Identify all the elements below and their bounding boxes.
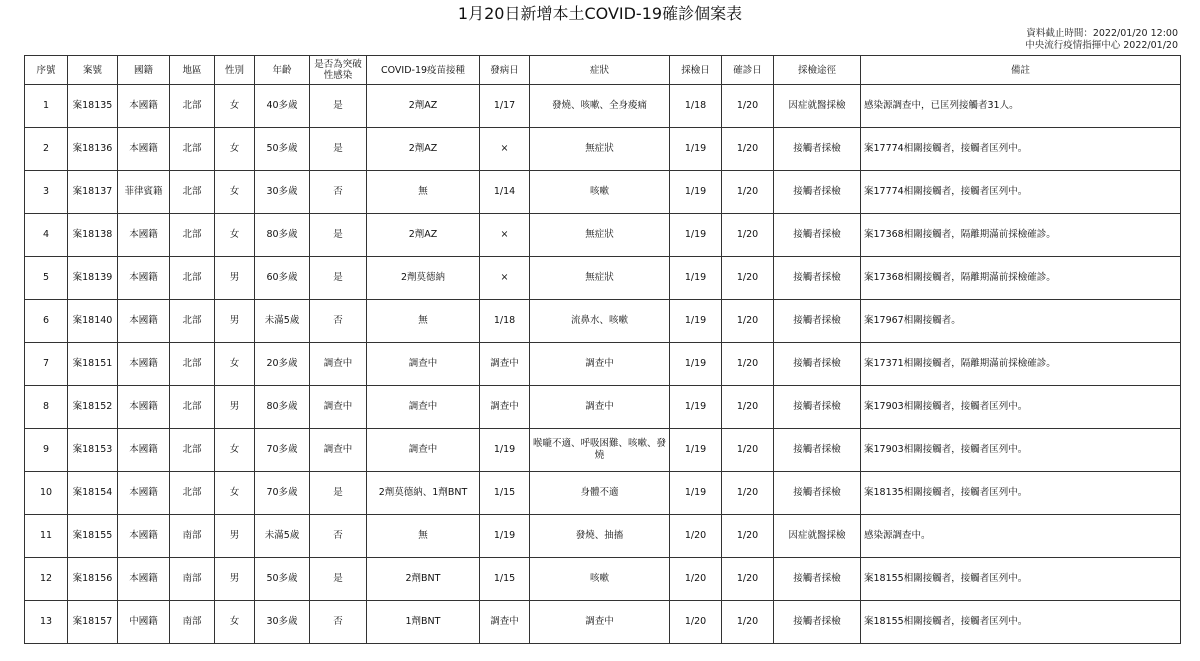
cell-case-no: 案18135 bbox=[68, 85, 118, 128]
column-header-index: 序號 bbox=[25, 56, 68, 85]
cell-symptoms: 咳嗽 bbox=[530, 558, 670, 601]
cell-age: 40多歲 bbox=[255, 85, 310, 128]
cell-region: 北部 bbox=[170, 429, 215, 472]
cell-index: 12 bbox=[25, 558, 68, 601]
column-header-sample-date: 採檢日 bbox=[670, 56, 722, 85]
cell-onset-date: 調查中 bbox=[480, 601, 530, 644]
cell-age: 60多歲 bbox=[255, 257, 310, 300]
cell-breakthrough: 是 bbox=[310, 85, 367, 128]
cell-testing-route: 接觸者採檢 bbox=[774, 601, 861, 644]
table-row bbox=[25, 472, 1181, 515]
cell-confirm-date: 1/20 bbox=[722, 85, 774, 128]
cell-case-no: 案18156 bbox=[68, 558, 118, 601]
cell-index: 3 bbox=[25, 171, 68, 214]
cell-index: 9 bbox=[25, 429, 68, 472]
cell-vaccination: 調查中 bbox=[367, 429, 480, 472]
cell-nationality: 本國籍 bbox=[118, 85, 170, 128]
cell-region: 北部 bbox=[170, 257, 215, 300]
cell-testing-route: 接觸者採檢 bbox=[774, 257, 861, 300]
column-header-confirm-date: 確診日 bbox=[722, 56, 774, 85]
cell-age: 70多歲 bbox=[255, 429, 310, 472]
cell-vaccination: 1劑BNT bbox=[367, 601, 480, 644]
cell-case-no: 案18138 bbox=[68, 214, 118, 257]
cell-nationality: 本國籍 bbox=[118, 429, 170, 472]
cell-nationality: 本國籍 bbox=[118, 257, 170, 300]
cell-breakthrough: 否 bbox=[310, 515, 367, 558]
cell-breakthrough: 否 bbox=[310, 171, 367, 214]
cell-sample-date: 1/18 bbox=[670, 85, 722, 128]
cell-breakthrough: 調查中 bbox=[310, 429, 367, 472]
cell-testing-route: 接觸者採檢 bbox=[774, 214, 861, 257]
cell-testing-route: 接觸者採檢 bbox=[774, 386, 861, 429]
cell-sex: 女 bbox=[215, 171, 255, 214]
cell-age: 未滿5歲 bbox=[255, 515, 310, 558]
cell-confirm-date: 1/20 bbox=[722, 343, 774, 386]
cell-index: 6 bbox=[25, 300, 68, 343]
cell-region: 北部 bbox=[170, 128, 215, 171]
table-row bbox=[25, 85, 1181, 128]
cell-onset-date: 1/19 bbox=[480, 515, 530, 558]
cell-remarks: 案18155相關接觸者，接觸者匡列中。 bbox=[861, 558, 1181, 601]
cell-breakthrough: 是 bbox=[310, 214, 367, 257]
cell-symptoms: 咳嗽 bbox=[530, 171, 670, 214]
cell-remarks: 案17903相關接觸者，接觸者匡列中。 bbox=[861, 386, 1181, 429]
cell-case-no: 案18157 bbox=[68, 601, 118, 644]
cell-remarks: 案17774相關接觸者，接觸者匡列中。 bbox=[861, 171, 1181, 214]
cell-confirm-date: 1/20 bbox=[722, 558, 774, 601]
cell-sex: 女 bbox=[215, 214, 255, 257]
cell-onset-date: 1/14 bbox=[480, 171, 530, 214]
table-row bbox=[25, 171, 1181, 214]
column-header-remarks: 備註 bbox=[861, 56, 1181, 85]
cell-confirm-date: 1/20 bbox=[722, 429, 774, 472]
cell-vaccination: 2劑AZ bbox=[367, 214, 480, 257]
cell-sample-date: 1/19 bbox=[670, 214, 722, 257]
cell-age: 30多歲 bbox=[255, 171, 310, 214]
cell-onset-date: 調查中 bbox=[480, 343, 530, 386]
cell-confirm-date: 1/20 bbox=[722, 128, 774, 171]
cell-region: 北部 bbox=[170, 214, 215, 257]
cell-symptoms: 調查中 bbox=[530, 601, 670, 644]
cell-confirm-date: 1/20 bbox=[722, 386, 774, 429]
cell-nationality: 本國籍 bbox=[118, 515, 170, 558]
cell-nationality: 本國籍 bbox=[118, 558, 170, 601]
cell-symptoms: 身體不適 bbox=[530, 472, 670, 515]
cell-index: 1 bbox=[25, 85, 68, 128]
cell-age: 50多歲 bbox=[255, 128, 310, 171]
cell-testing-route: 接觸者採檢 bbox=[774, 429, 861, 472]
cell-symptoms: 調查中 bbox=[530, 386, 670, 429]
cell-sex: 男 bbox=[215, 558, 255, 601]
column-header-vaccination: COVID-19疫苗接種 bbox=[367, 56, 480, 85]
cell-sample-date: 1/19 bbox=[670, 429, 722, 472]
cell-testing-route: 接觸者採檢 bbox=[774, 558, 861, 601]
cell-symptoms: 無症狀 bbox=[530, 214, 670, 257]
cell-testing-route: 接觸者採檢 bbox=[774, 300, 861, 343]
cell-nationality: 本國籍 bbox=[118, 472, 170, 515]
cell-sample-date: 1/20 bbox=[670, 601, 722, 644]
cell-age: 70多歲 bbox=[255, 472, 310, 515]
table-row bbox=[25, 558, 1181, 601]
cell-remarks: 案17368相關接觸者，隔離期滿前採檢確診。 bbox=[861, 257, 1181, 300]
cell-breakthrough: 是 bbox=[310, 558, 367, 601]
column-header-testing-route: 採檢途徑 bbox=[774, 56, 861, 85]
cell-sex: 男 bbox=[215, 386, 255, 429]
cell-sample-date: 1/20 bbox=[670, 558, 722, 601]
cell-vaccination: 調查中 bbox=[367, 386, 480, 429]
cell-case-no: 案18136 bbox=[68, 128, 118, 171]
cell-index: 11 bbox=[25, 515, 68, 558]
cell-confirm-date: 1/20 bbox=[722, 257, 774, 300]
cell-case-no: 案18154 bbox=[68, 472, 118, 515]
column-header-age: 年齡 bbox=[255, 56, 310, 85]
cell-age: 80多歲 bbox=[255, 214, 310, 257]
table-row bbox=[25, 601, 1181, 644]
cell-remarks: 案17368相關接觸者，隔離期滿前採檢確診。 bbox=[861, 214, 1181, 257]
cell-case-no: 案18152 bbox=[68, 386, 118, 429]
cell-remarks: 案18135相關接觸者，接觸者匡列中。 bbox=[861, 472, 1181, 515]
cell-index: 10 bbox=[25, 472, 68, 515]
cell-confirm-date: 1/20 bbox=[722, 214, 774, 257]
cell-testing-route: 接觸者採檢 bbox=[774, 343, 861, 386]
cell-onset-date: × bbox=[480, 214, 530, 257]
cell-symptoms: 發燒、咳嗽、全身痠痛 bbox=[530, 85, 670, 128]
column-header-case-no: 案號 bbox=[68, 56, 118, 85]
cell-sex: 男 bbox=[215, 257, 255, 300]
table-row bbox=[25, 515, 1181, 558]
cell-vaccination: 調查中 bbox=[367, 343, 480, 386]
cell-remarks: 案17371相關接觸者，隔離期滿前採檢確診。 bbox=[861, 343, 1181, 386]
cell-remarks: 案17903相關接觸者，接觸者匡列中。 bbox=[861, 429, 1181, 472]
cell-onset-date: 1/15 bbox=[480, 558, 530, 601]
cell-sample-date: 1/19 bbox=[670, 386, 722, 429]
cell-region: 北部 bbox=[170, 472, 215, 515]
cell-sex: 女 bbox=[215, 343, 255, 386]
cell-region: 北部 bbox=[170, 171, 215, 214]
column-header-onset-date: 發病日 bbox=[480, 56, 530, 85]
cell-testing-route: 接觸者採檢 bbox=[774, 171, 861, 214]
cell-confirm-date: 1/20 bbox=[722, 300, 774, 343]
cell-nationality: 本國籍 bbox=[118, 128, 170, 171]
cell-region: 北部 bbox=[170, 300, 215, 343]
data-source-info bbox=[1025, 28, 1178, 52]
cell-nationality: 本國籍 bbox=[118, 214, 170, 257]
cell-confirm-date: 1/20 bbox=[722, 601, 774, 644]
cell-breakthrough: 調查中 bbox=[310, 386, 367, 429]
cell-vaccination: 2劑莫德納 bbox=[367, 257, 480, 300]
column-header-symptoms: 症狀 bbox=[530, 56, 670, 85]
cell-age: 80多歲 bbox=[255, 386, 310, 429]
cell-symptoms: 無症狀 bbox=[530, 257, 670, 300]
cell-sex: 男 bbox=[215, 515, 255, 558]
cell-index: 5 bbox=[25, 257, 68, 300]
page-title: 1月20日新增本土COVID-19確診個案表 bbox=[457, 4, 743, 23]
cell-case-no: 案18153 bbox=[68, 429, 118, 472]
cell-onset-date: × bbox=[480, 257, 530, 300]
cell-sample-date: 1/20 bbox=[670, 515, 722, 558]
case-table-body bbox=[25, 85, 1181, 644]
cell-index: 13 bbox=[25, 601, 68, 644]
cell-confirm-date: 1/20 bbox=[722, 171, 774, 214]
cell-breakthrough: 是 bbox=[310, 257, 367, 300]
case-table bbox=[24, 55, 1181, 644]
cell-confirm-date: 1/20 bbox=[722, 472, 774, 515]
cell-sample-date: 1/19 bbox=[670, 257, 722, 300]
cell-nationality: 中國籍 bbox=[118, 601, 170, 644]
cell-symptoms: 喉嚨不適、呼吸困難、咳嗽、發燒 bbox=[530, 429, 670, 472]
table-row bbox=[25, 257, 1181, 300]
cell-nationality: 本國籍 bbox=[118, 343, 170, 386]
cell-sample-date: 1/19 bbox=[670, 472, 722, 515]
cell-vaccination: 2劑AZ bbox=[367, 128, 480, 171]
cell-breakthrough: 否 bbox=[310, 300, 367, 343]
cell-age: 30多歲 bbox=[255, 601, 310, 644]
cell-case-no: 案18137 bbox=[68, 171, 118, 214]
cell-nationality: 菲律賓籍 bbox=[118, 171, 170, 214]
cell-age: 未滿5歲 bbox=[255, 300, 310, 343]
cell-vaccination: 2劑BNT bbox=[367, 558, 480, 601]
column-header-breakthrough: 是否為突破性感染 bbox=[310, 56, 367, 85]
cell-remarks: 案17774相關接觸者，接觸者匡列中。 bbox=[861, 128, 1181, 171]
cell-vaccination: 2劑AZ bbox=[367, 85, 480, 128]
cell-symptoms: 發燒、抽搐 bbox=[530, 515, 670, 558]
cell-symptoms: 調查中 bbox=[530, 343, 670, 386]
cell-breakthrough: 調查中 bbox=[310, 343, 367, 386]
cell-breakthrough: 否 bbox=[310, 601, 367, 644]
cell-testing-route: 因症就醫採檢 bbox=[774, 515, 861, 558]
cell-nationality: 本國籍 bbox=[118, 386, 170, 429]
cell-sex: 女 bbox=[215, 128, 255, 171]
cell-sex: 女 bbox=[215, 472, 255, 515]
table-row bbox=[25, 429, 1181, 472]
cell-onset-date: 1/18 bbox=[480, 300, 530, 343]
cell-sample-date: 1/19 bbox=[670, 300, 722, 343]
cell-region: 北部 bbox=[170, 85, 215, 128]
cell-region: 南部 bbox=[170, 515, 215, 558]
cell-sample-date: 1/19 bbox=[670, 171, 722, 214]
cell-sample-date: 1/19 bbox=[670, 343, 722, 386]
cell-case-no: 案18151 bbox=[68, 343, 118, 386]
cell-symptoms: 流鼻水、咳嗽 bbox=[530, 300, 670, 343]
cell-case-no: 案18139 bbox=[68, 257, 118, 300]
cell-sex: 女 bbox=[215, 601, 255, 644]
cell-sex: 女 bbox=[215, 85, 255, 128]
table-row bbox=[25, 386, 1181, 429]
cell-vaccination: 無 bbox=[367, 515, 480, 558]
cell-age: 50多歲 bbox=[255, 558, 310, 601]
cell-breakthrough: 是 bbox=[310, 128, 367, 171]
column-header-nationality: 國籍 bbox=[118, 56, 170, 85]
cell-sex: 女 bbox=[215, 429, 255, 472]
cell-testing-route: 接觸者採檢 bbox=[774, 472, 861, 515]
cell-region: 南部 bbox=[170, 601, 215, 644]
cell-symptoms: 無症狀 bbox=[530, 128, 670, 171]
data-cutoff-time: 資料截止時間：2022/01/20 12:00 bbox=[1026, 28, 1178, 39]
cell-testing-route: 因症就醫採檢 bbox=[774, 85, 861, 128]
column-header-region: 地區 bbox=[170, 56, 215, 85]
cell-index: 7 bbox=[25, 343, 68, 386]
cell-confirm-date: 1/20 bbox=[722, 515, 774, 558]
table-row bbox=[25, 343, 1181, 386]
cell-sample-date: 1/19 bbox=[670, 128, 722, 171]
cell-index: 2 bbox=[25, 128, 68, 171]
cell-onset-date: 1/15 bbox=[480, 472, 530, 515]
cell-region: 北部 bbox=[170, 386, 215, 429]
cell-breakthrough: 是 bbox=[310, 472, 367, 515]
column-header-sex: 性別 bbox=[215, 56, 255, 85]
cell-remarks: 案18155相關接觸者，接觸者匡列中。 bbox=[861, 601, 1181, 644]
data-source-agency: 中央流行疫情指揮中心 2022/01/20 bbox=[1025, 40, 1178, 51]
cell-index: 4 bbox=[25, 214, 68, 257]
table-row bbox=[25, 214, 1181, 257]
cell-case-no: 案18155 bbox=[68, 515, 118, 558]
cell-vaccination: 無 bbox=[367, 171, 480, 214]
cell-vaccination: 無 bbox=[367, 300, 480, 343]
cell-remarks: 感染源調查中。 bbox=[861, 515, 1181, 558]
cell-index: 8 bbox=[25, 386, 68, 429]
cell-onset-date: × bbox=[480, 128, 530, 171]
cell-onset-date: 1/17 bbox=[480, 85, 530, 128]
cell-onset-date: 1/19 bbox=[480, 429, 530, 472]
case-table-header bbox=[25, 56, 1181, 85]
cell-age: 20多歲 bbox=[255, 343, 310, 386]
table-row bbox=[25, 128, 1181, 171]
cell-vaccination: 2劑莫德納、1劑BNT bbox=[367, 472, 480, 515]
header-row bbox=[25, 56, 1181, 85]
cell-onset-date: 調查中 bbox=[480, 386, 530, 429]
cell-region: 北部 bbox=[170, 343, 215, 386]
cell-remarks: 感染源調查中，已匡列接觸者31人。 bbox=[861, 85, 1181, 128]
cell-testing-route: 接觸者採檢 bbox=[774, 128, 861, 171]
table-row bbox=[25, 300, 1181, 343]
cell-nationality: 本國籍 bbox=[118, 300, 170, 343]
cell-sex: 男 bbox=[215, 300, 255, 343]
cell-remarks: 案17967相關接觸者。 bbox=[861, 300, 1181, 343]
cell-case-no: 案18140 bbox=[68, 300, 118, 343]
cell-region: 南部 bbox=[170, 558, 215, 601]
